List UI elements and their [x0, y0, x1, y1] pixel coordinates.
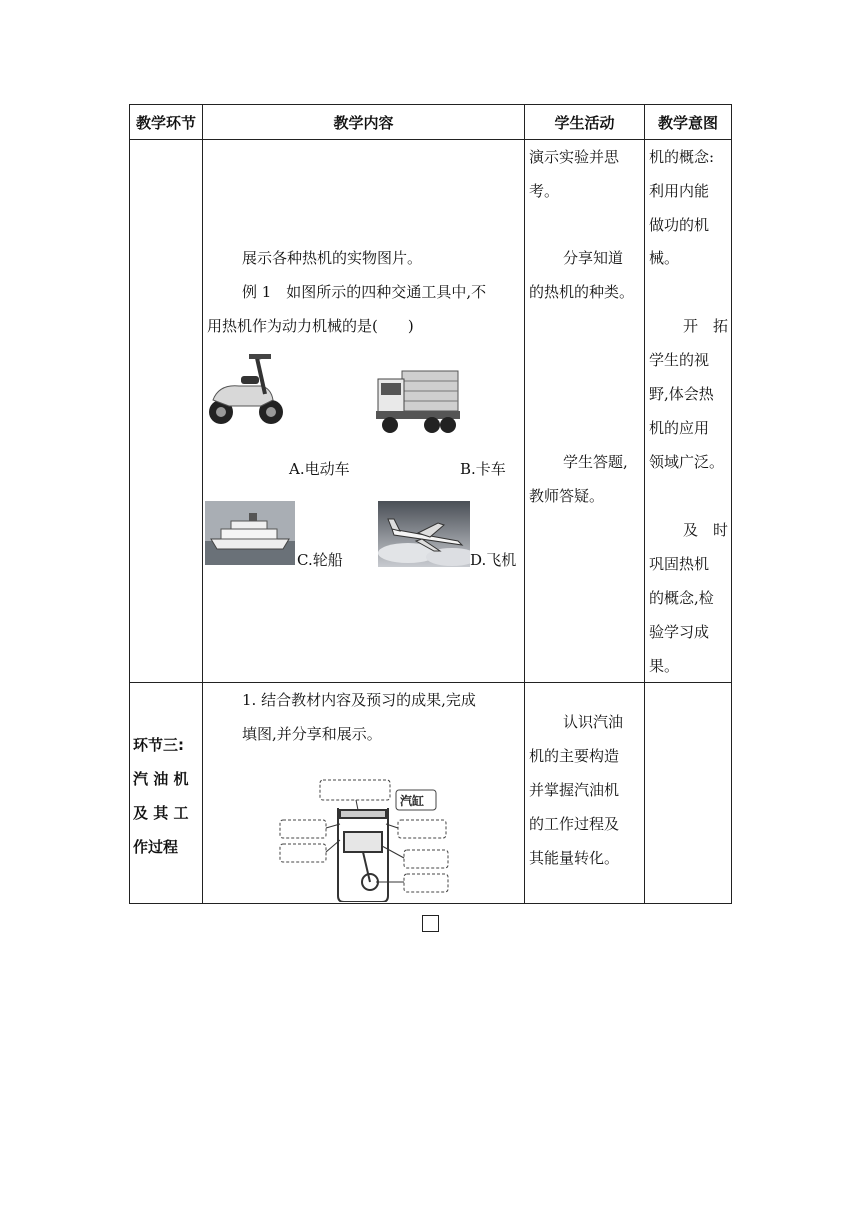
row2-intent-cell — [645, 683, 732, 904]
activity-text: 的热机的种类。 — [529, 283, 635, 301]
activity-text: 教师答疑。 — [529, 487, 605, 505]
row2-stage-cell — [130, 683, 203, 904]
row-heat-engine-examples — [130, 140, 732, 683]
intent-text: 及 时 — [683, 521, 729, 539]
intent-text: 机的应用 — [649, 419, 710, 437]
option-d-label: D.飞机 — [470, 551, 517, 569]
header-stage: 教学环节 — [130, 105, 203, 140]
lesson-plan-table — [129, 104, 732, 904]
header-intent: 教学意图 — [645, 105, 732, 140]
intent-text: 学生的视 — [649, 351, 710, 369]
truck-image — [376, 365, 460, 435]
activity-text: 考。 — [529, 182, 560, 200]
activity-text: 其能量转化。 — [529, 849, 620, 867]
row1-intent-cell — [645, 140, 732, 683]
row1-activity-cell — [525, 140, 645, 683]
row2-activity-cell — [525, 683, 645, 904]
activity-text: 认识汽油 — [563, 713, 624, 731]
activity-text: 学生答题, — [563, 453, 628, 471]
intent-text: 机的概念: — [649, 148, 715, 166]
row1-stage-cell — [130, 140, 203, 683]
airplane-image — [378, 501, 470, 567]
stage-title: 环节三: — [133, 736, 184, 754]
row-gasoline-engine — [130, 683, 732, 904]
activity-text: 机的主要构造 — [529, 747, 620, 765]
intent-text: 利用内能 — [649, 182, 710, 200]
intent-text: 开 拓 — [683, 317, 729, 335]
intent-text: 做功的机 — [649, 216, 710, 234]
engine-diagram — [278, 778, 450, 902]
option-b-label: B.卡车 — [460, 460, 506, 478]
intent-text: 野,体会热 — [649, 385, 714, 403]
intent-text: 的概念,检 — [649, 589, 714, 607]
example-question-line2: 用热机作为动力机械的是( ) — [207, 317, 414, 335]
header-row — [130, 105, 732, 140]
content-intro: 展示各种热机的实物图片。 — [242, 249, 423, 267]
activity-text: 并掌握汽油机 — [529, 781, 620, 799]
intent-text: 果。 — [649, 657, 680, 675]
stage-title: 及 其 工 — [133, 804, 189, 822]
intent-text: 领域广泛。 — [649, 453, 725, 471]
intent-text: 巩固热机 — [649, 555, 710, 573]
activity-text: 的工作过程及 — [529, 815, 620, 833]
task-instruction: 1. 结合教材内容及预习的成果,完成 — [242, 691, 476, 709]
option-c-label: C.轮船 — [297, 551, 343, 569]
header-content: 教学内容 — [203, 105, 525, 140]
task-instruction: 填图,并分享和展示。 — [242, 725, 382, 743]
row1-content-cell — [203, 140, 525, 683]
option-a-label: A.电动车 — [289, 460, 350, 478]
page-marker-box — [422, 915, 439, 932]
cylinder-label: 汽缸 — [400, 794, 425, 808]
activity-text: 演示实验并思 — [529, 148, 620, 166]
header-activity: 学生活动 — [525, 105, 645, 140]
example-question-line1: 例 1 如图所示的四种交通工具中,不 — [242, 283, 487, 301]
stage-title: 作过程 — [133, 838, 179, 856]
row2-content-cell — [203, 683, 525, 904]
ship-image — [205, 501, 295, 565]
intent-text: 验学习成 — [649, 623, 710, 641]
stage-title: 汽 油 机 — [133, 770, 189, 788]
intent-text: 械。 — [649, 249, 680, 267]
scooter-image — [205, 350, 287, 430]
activity-text: 分享知道 — [563, 249, 624, 267]
